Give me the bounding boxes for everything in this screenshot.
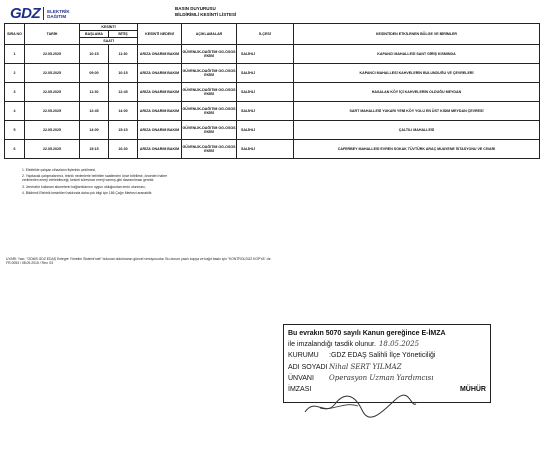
cell-date: 22.05.2025 <box>25 140 80 159</box>
footer <box>6 257 306 265</box>
cell-no: 3 <box>5 83 25 102</box>
cell-date: 22.05.2025 <box>25 64 80 83</box>
table-row <box>5 102 540 121</box>
cell-end: 11:30 <box>109 45 138 64</box>
cell-district: SALİHLİ <box>237 140 294 159</box>
outage-table <box>4 23 540 159</box>
header-reason: KESİNTİ NEDENİ <box>138 24 182 45</box>
cell-no: 6 <box>5 140 25 159</box>
cell-reason: ARIZA ONARIM BAKIM <box>138 83 182 102</box>
logo-sub-line1: ELEKTRİK <box>47 8 70 14</box>
cell-reason: ARIZA ONARIM BAKIM <box>138 140 182 159</box>
table-row <box>5 64 540 83</box>
cell-date: 22.05.2025 <box>25 102 80 121</box>
handwritten-signature <box>300 392 420 420</box>
cell-district: SALİHLİ <box>237 45 294 64</box>
stamp-imza-label: İMZASI <box>288 386 312 394</box>
cell-start: 09:00 <box>80 64 109 83</box>
logo-mark: GDZ <box>10 5 41 22</box>
header-time: SAATİ <box>80 38 138 45</box>
cell-desc: GÜVENLİK-DAĞITIM OG-OSOS EKİBİ <box>182 64 237 83</box>
cell-district: SALİHLİ <box>237 102 294 121</box>
header-district: İLÇESİ <box>237 24 294 45</box>
logo-separator <box>43 7 44 20</box>
cell-area: ÇALTILI MAHALLESİ <box>294 121 540 140</box>
cell-no: 5 <box>5 121 25 140</box>
cell-district: SALİHLİ <box>237 83 294 102</box>
cell-start: 15:15 <box>80 140 109 159</box>
gdz-logo <box>10 5 70 22</box>
cell-desc: GÜVENLİK-DAĞITIM OG-OSOS EKİBİ <box>182 121 237 140</box>
cell-reason: ARIZA ONARIM BAKIM <box>138 64 182 83</box>
cell-reason: ARIZA ONARIM BAKIM <box>138 121 182 140</box>
note-item: 4. Bildirimli Elektrik kesintileri hakkında daha çok bilgi için 186 Çağrı Merkezi aranabilir. <box>22 190 153 195</box>
stamp-muhur-label: MÜHÜR <box>459 386 486 394</box>
cell-end: 16:30 <box>109 140 138 159</box>
note-item: 3. Jeneratör kullanan abonelerin bağlantılarının uygun olduğundan emin olunması, <box>22 184 146 189</box>
cell-date: 22.05.2025 <box>25 83 80 102</box>
footer-warning: UYARI: Yazı, "GDMS GDZ EDAŞ Entegre Yönetim Sistemi'nde" bulunan dokümanın güncel versiyonudur. Bu durum yazılı kopya ve kağıt baskı için "KONTROLSÜZ KOPYA" dır. <box>6 257 272 261</box>
stamp-line-law: Bu evrakın 5070 sayılı Kanun gereğince E-İMZA <box>288 330 446 337</box>
table-row <box>5 121 540 140</box>
stamp-approval-label: ile imzalandığı tasdik olunur. <box>288 341 376 349</box>
cell-end: 12:45 <box>109 83 138 102</box>
cell-desc: GÜVENLİK-DAĞITIM OG-OSOS EKİBİ <box>182 140 237 159</box>
stamp-kurumu-value: :GDZ EDAŞ Salihli İlçe Yöneticiliği <box>329 352 436 360</box>
stamp-date: 18.05.2025 <box>378 340 420 349</box>
cell-date: 22.05.2025 <box>25 121 80 140</box>
header-date: TARİH <box>25 24 80 45</box>
header-start: BAŞLAMA <box>80 31 109 38</box>
logo-sub-line2: DAĞITIM <box>47 13 67 19</box>
note-item: 2. Yapılacak çalışmalarımız, teknik nedenlerle belirtilen saatlerden önce bitirilirse, önceden haber verilmeden enerji verilebileceği, kesinti süresince enerji varmış gibi davranılması gerekir. <box>22 174 168 183</box>
stamp-kurumu-label: KURUMU <box>288 352 319 360</box>
notes <box>22 168 172 197</box>
cell-end: 15:15 <box>109 121 138 140</box>
cell-start: 12:45 <box>80 102 109 121</box>
cell-desc: GÜVENLİK-DAĞITIM OG-OSOS EKİBİ <box>182 102 237 121</box>
stamp-title-label: ÜNVANI <box>288 374 314 382</box>
cell-area: CAFERBEY MAHALLESİ EVREN SOKAK TÜVTÜRK ARAÇ MUAYENE İSTASYONU VE CİVARI <box>294 140 540 159</box>
cell-area: KAPANCI MAHALLESİ KAHVELERİN BULUNDUĞU VE ÇEVRELERİ <box>294 64 540 83</box>
table-row <box>5 140 540 159</box>
cell-area: KAPANCI MAHALLESİ SANT GİRİŞ KISMINDA <box>294 45 540 64</box>
cell-date: 22.05.2025 <box>25 45 80 64</box>
title-line1: BASIN DUYURUSU <box>175 6 216 11</box>
cell-end: 14:00 <box>109 102 138 121</box>
footer-form-code: FR.0053 / 08.09.2015 / Rev. 03 <box>6 261 54 266</box>
cell-district: SALİHLİ <box>237 64 294 83</box>
cell-desc: GÜVENLİK-DAĞITIM OG-OSOS EKİBİ <box>182 83 237 102</box>
cell-reason: ARIZA ONARIM BAKIM <box>138 102 182 121</box>
cell-start: 14:00 <box>80 121 109 140</box>
table-row <box>5 83 540 102</box>
note-item: 1. Elektrikle çalışan cihazların fişlerinin çekilmesi, <box>22 168 96 172</box>
cell-end: 10:15 <box>109 64 138 83</box>
table-row <box>5 45 540 64</box>
logo-subtitle <box>47 9 70 19</box>
cell-no: 1 <box>5 45 25 64</box>
header-outage: KESİNTİ <box>80 24 138 31</box>
stamp-name-label: ADI SOYADI <box>288 363 328 371</box>
cell-start: 11:30 <box>80 83 109 102</box>
document-title <box>175 6 236 18</box>
cell-area: HASALAN KÖY İÇİ KAHVELERİN OLDUĞU MEYDAN <box>294 83 540 102</box>
stamp-name-value: Nihal SERT YILMAZ <box>329 362 402 371</box>
cell-no: 4 <box>5 102 25 121</box>
cell-no: 2 <box>5 64 25 83</box>
title-line2: BİLDİRİMLİ KESİNTİ LİSTESİ <box>175 12 237 17</box>
cell-reason: ARIZA ONARIM BAKIM <box>138 45 182 64</box>
header-desc: AÇIKLAMALAR <box>182 24 237 45</box>
header-area: KESİNTİDEN ETKİLENEN BÖLGE VE BİRİMLER <box>294 24 540 45</box>
cell-area: SART MAHALLESİ YUKARI YENİ KÖY YOLU EN ÜST KISIM MEYDAN ÇEVRESİ <box>294 102 540 121</box>
cell-desc: GÜVENLİK-DAĞITIM OG-OSOS EKİBİ <box>182 45 237 64</box>
header-no: SIRA NO <box>5 24 25 45</box>
cell-district: SALİHLİ <box>237 121 294 140</box>
header-end: BİTİŞ <box>109 31 138 38</box>
stamp-title-value: Operasyon Uzman Yardımcısı <box>329 373 434 382</box>
cell-start: 10:15 <box>80 45 109 64</box>
